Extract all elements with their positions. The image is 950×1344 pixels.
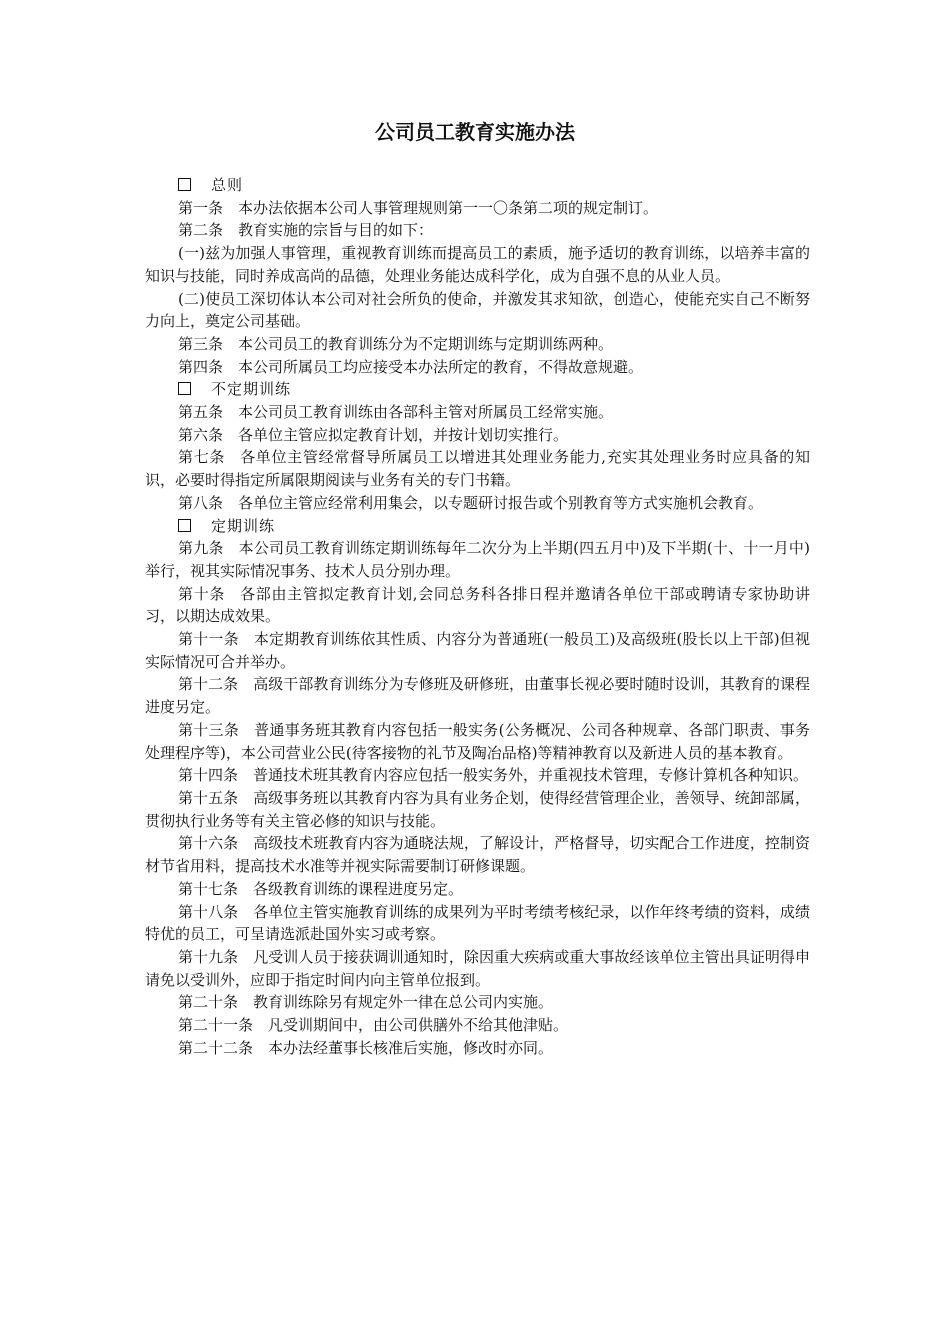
article-paragraph: 第十六条 高级技术班教育内容为通晓法规，了解设计，严格督导，切实配合工作进度，控制资材节省用料，提高技术水准等并视实际需要制订研修课题。 <box>145 834 810 876</box>
article-paragraph: 第二十二条 本办法经董事长核准后实施，修改时亦同。 <box>178 1038 554 1057</box>
section-heading: 总则 <box>145 174 810 197</box>
article-paragraph: 第十四条 普通技术班其教育内容应包括一般实务外，并重视技术管理，专修计算机各种知识。 <box>178 766 809 785</box>
article-paragraph: 第六条 各单位主管应拟定教育计划，并按计划切实推行。 <box>178 425 569 444</box>
article-paragraph: 第八条 各单位主管应经常利用集会，以专题研讨报告或个别教育等方式实施机会教育。 <box>178 493 764 512</box>
checkbox-square-icon <box>178 519 191 532</box>
article-paragraph: 第四条 本公司所属员工均应接受本办法所定的教育，不得故意规避。 <box>178 357 644 376</box>
article-paragraph: 第十条 各部由主管拟定教育计划,会同总务科各排日程并邀请各单位干部或聘请专家协助讲习，以期达成效果。 <box>145 584 810 626</box>
article-paragraph: (二)使员工深切体认本公司对社会所负的使命，并激发其求知欲，创造心，使能充实自己不断努力向上，奠定公司基础。 <box>145 289 810 331</box>
article-paragraph: 第十五条 高级事务班以其教育内容为具有业务企划，使得经营管理企业，善领导、统卸部属，贯彻执行业务等有关主管必修的知识与技能。 <box>145 788 810 830</box>
article-paragraph: 第二十条 教育训练除另有规定外一律在总公司内实施。 <box>178 993 554 1012</box>
checkbox-square-icon <box>178 382 191 395</box>
document-body <box>145 174 810 1059</box>
section-heading: 定期训练 <box>145 515 810 538</box>
article-paragraph: 第十七条 各级教育训练的课程进度另定。 <box>178 879 464 898</box>
article-paragraph: 第十二条 高级干部教育训练分为专修班及研修班，由董事长视必要时随时设训，其教育的课程进度另定。 <box>145 675 810 717</box>
article-paragraph: 第二条 教育实施的宗旨与目的如下： <box>178 221 434 240</box>
article-paragraph: 第二十一条 凡受训期间中，由公司供膳外不给其他津贴。 <box>178 1016 569 1035</box>
page-title: 公司员工教育实施办法 <box>375 120 575 144</box>
article-paragraph: (一)兹为加强人事管理，重视教育训练而提高员工的素质，施予适切的教育训练，以培养丰富的知识与技能，同时养成高尚的品德，处理业务能达成科学化，成为自强不息的从业人员。 <box>145 244 810 285</box>
article-paragraph: 第九条 本公司员工教育训练定期训练每年二次分为上半期(四五月中)及下半期(十、十一月中)举行，视其实际情况事务、技术人员分别办理。 <box>145 539 810 580</box>
article-paragraph: 第十一条 本定期教育训练依其性质、内容分为普通班(一般员工)及高级班(股长以上干部)但视实际情况可合并举办。 <box>145 630 810 671</box>
article-paragraph: 第三条 本公司员工的教育训练分为不定期训练与定期训练两种。 <box>178 334 614 353</box>
section-heading: 不定期训练 <box>145 378 810 401</box>
article-paragraph: 第一条 本办法依据本公司人事管理规则第一一〇条第二项的规定制订。 <box>178 198 659 217</box>
article-paragraph: 第七条 各单位主管经常督导所属员工以增进其处理业务能力,充实其处理业务时应具备的知识，必要时得指定所属限期阅读与业务有关的专门书籍。 <box>145 448 810 490</box>
article-paragraph: 第十八条 各单位主管实施教育训练的成果列为平时考绩考核纪录，以作年终考绩的资料，成绩特优的员工，可呈请选派赴国外实习或考察。 <box>145 902 810 944</box>
article-paragraph: 第十九条 凡受训人员于接获调训通知时，除因重大疾病或重大事故经该单位主管出具证明得申请免以受训外，应即于指定时间内向主管单位报到。 <box>145 947 810 989</box>
article-paragraph: 第五条 本公司员工教育训练由各部科主管对所属员工经常实施。 <box>178 403 614 422</box>
checkbox-square-icon <box>178 178 191 191</box>
article-paragraph: 第十三条 普通事务班其教育内容包括一般实务(公务概况、公司各种规章、各部门职责、事务处理程序等)，本公司营业公民(待客接物的礼节及陶冶品格)等精神教育以及新进人员的基本教育。 <box>145 720 810 762</box>
